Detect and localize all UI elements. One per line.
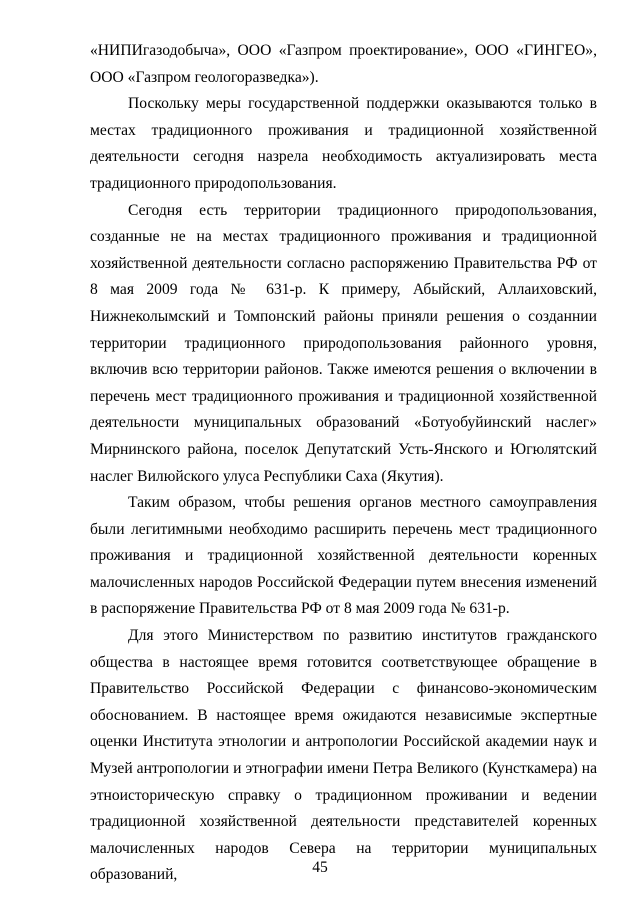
paragraph-2	[90, 91, 597, 197]
text-line: традиционного природопользования.	[90, 174, 337, 192]
text-line: ООО «Газпром геологоразведка»).	[90, 68, 319, 86]
text-line: распоряжение Правительства РФ от 8 мая 2009 года № 631-р.	[101, 600, 510, 618]
text-line: традиционной хозяйственной деятельности представителей коренных	[90, 813, 597, 831]
text-line: мест традиционного проживания и традиционной хозяйственной	[155, 387, 597, 405]
text-line: Правительство Российской Федерации с финансово-экономическим	[90, 680, 597, 698]
body-text	[90, 38, 597, 889]
paragraph-1	[90, 38, 597, 91]
text-line: территории традиционного природопользования районного уровня, включив	[90, 334, 597, 379]
text-line: Таким образом, чтобы решения органов местного самоуправления	[128, 494, 597, 512]
text-line: были легитимными необходимо расширить перечень мест традиционного	[90, 520, 597, 538]
paragraph-4	[90, 490, 597, 623]
text-line: Мирнинского района, поселок Депутатский Усть-Янского и Югюлятский	[90, 440, 597, 458]
text-line: оценки Института этнологии и антропологии Российской академии наук и	[90, 733, 597, 751]
text-line: деятельности сегодня назрела необходимость актуализировать места	[90, 148, 597, 166]
text-line: проживания и традиционной хозяйственной деятельности коренных	[90, 547, 597, 565]
text-line: мая 2009 года № 631-р. К примеру, Абыйский, Аллаиховский,	[110, 281, 597, 299]
text-line: обоснованием. В настоящее время ожидаются независимые экспертные	[90, 706, 597, 724]
text-line: деятельности муниципальных образований «Ботуобуйинский наслег»	[90, 414, 597, 432]
text-line: хозяйственной деятельности согласно распоряжению Правительства РФ от 8	[90, 254, 597, 299]
text-line: этноисторическую справку о традиционном проживании и ведении	[90, 786, 597, 804]
paragraph-3	[90, 198, 597, 491]
text-line: Поскольку меры государственной поддержки оказываются только в	[128, 95, 597, 113]
text-line: общества в настоящее время готовится соответствующее обращение в	[90, 653, 597, 671]
text-line: Сегодня есть территории традиционного природопользования,	[128, 201, 597, 219]
text-line: малочисленных народов Севера на территории муниципальных образований,	[90, 839, 597, 884]
text-line: Для этого Министерством по развитию институтов гражданского	[128, 627, 597, 645]
text-line: малочисленных народов Российской Федерации путем внесения изменений в	[90, 573, 597, 618]
text-line: Нижнеколымский и Томпонский районы приняли решения о созданнии	[90, 307, 597, 325]
paragraph-5	[90, 623, 597, 889]
page-number: 45	[312, 859, 328, 876]
text-line: Музей антропологии и этнографии имени Петра Великого (Кунсткамера) на	[90, 760, 597, 778]
text-line: всю территории районов. Также имеются решения о включении в перечень	[90, 361, 597, 405]
text-line: «НИПИгазодобыча», ООО «Газпром проектирование», ООО «ГИНГЕО»,	[90, 42, 597, 59]
text-line: местах традиционного проживания и традиционной хозяйственной	[90, 121, 597, 139]
text-line: наслег Вилюйского улуса Республики Саха (Якутия).	[90, 467, 444, 485]
text-line: созданные не на местах традиционного проживания и традиционной	[90, 228, 597, 246]
